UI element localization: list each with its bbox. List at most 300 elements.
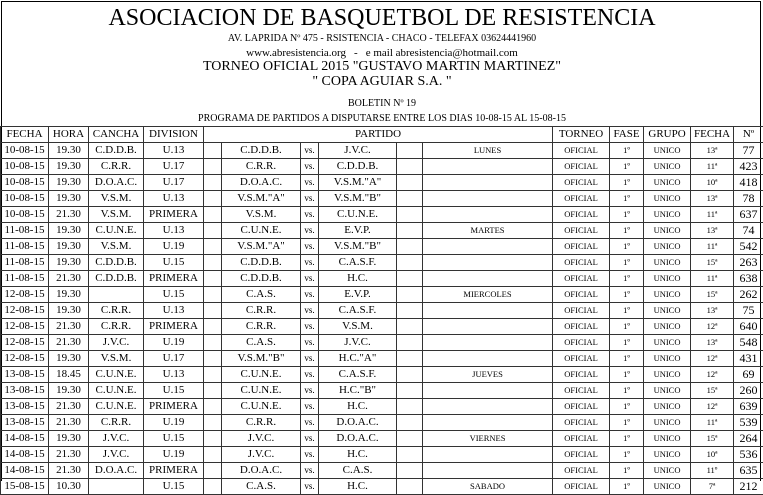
cell-fecha: 14-08-15: [1, 447, 49, 463]
cell-torneo: OFICIAL: [553, 479, 610, 495]
cell-fecha-num: 11ª: [691, 415, 734, 431]
cell-grupo: UNICO: [644, 463, 691, 479]
table-row: [1, 415, 763, 431]
table-row: [1, 159, 763, 175]
table-row: [1, 175, 763, 191]
cell-cancha: C.R.R.: [89, 415, 144, 431]
cell-fecha: 12-08-15: [1, 303, 49, 319]
cell-grupo: UNICO: [644, 303, 691, 319]
cell-hora: 21.30: [49, 447, 89, 463]
cell-hora: 19.30: [49, 143, 89, 159]
cell-vs: vs.: [301, 351, 319, 367]
table-row: [1, 383, 763, 399]
cell-grupo: UNICO: [644, 207, 691, 223]
cell-torneo: OFICIAL: [553, 191, 610, 207]
cell-grupo: UNICO: [644, 191, 691, 207]
cell-fecha-num: 11º: [691, 463, 734, 479]
cell-numero: 69: [734, 367, 763, 383]
cell-spacer-left: [204, 191, 222, 207]
cell-grupo: UNICO: [644, 431, 691, 447]
cell-spacer-left: [204, 431, 222, 447]
cell-fase: 1º: [610, 319, 644, 335]
cell-fase: 1º: [610, 159, 644, 175]
cell-vs: vs.: [301, 303, 319, 319]
cell-spacer-left: [204, 351, 222, 367]
cell-torneo: OFICIAL: [553, 223, 610, 239]
cell-numero: 418: [734, 175, 763, 191]
cell-cancha: [89, 479, 144, 495]
cell-numero: 212: [734, 479, 763, 495]
cell-spacer-right: [397, 223, 423, 239]
cell-vs: vs.: [301, 223, 319, 239]
cell-grupo: UNICO: [644, 319, 691, 335]
cell-fecha-num: 12ª: [691, 351, 734, 367]
tournament-title: TORNEO OFICIAL 2015 "GUSTAVO MARTIN MARTINEZ": [2, 59, 762, 74]
table-header-row: [1, 127, 763, 143]
table-row: [1, 255, 763, 271]
cell-fase: 1º: [610, 335, 644, 351]
cell-torneo: OFICIAL: [553, 287, 610, 303]
cell-vs: vs.: [301, 255, 319, 271]
cell-day: [423, 463, 553, 479]
cell-fase: 1º: [610, 447, 644, 463]
cell-hora: 19.30: [49, 255, 89, 271]
cell-spacer-right: [397, 479, 423, 495]
cell-away-team: H.C.: [319, 399, 397, 415]
cell-fecha-num: 15ª: [691, 431, 734, 447]
cell-fecha-num: 12ª: [691, 399, 734, 415]
cell-spacer-right: [397, 239, 423, 255]
cell-day: [423, 175, 553, 191]
cell-away-team: D.O.A.C.: [319, 415, 397, 431]
cell-fecha-num: 11ª: [691, 271, 734, 287]
cell-division: U.19: [144, 239, 204, 255]
cell-hora: 19.30: [49, 303, 89, 319]
cell-torneo: OFICIAL: [553, 143, 610, 159]
cell-torneo: OFICIAL: [553, 431, 610, 447]
cell-cancha: J.V.C.: [89, 335, 144, 351]
cell-home-team: C.R.R.: [222, 159, 301, 175]
cell-numero: 639: [734, 399, 763, 415]
cell-spacer-left: [204, 271, 222, 287]
cell-hora: 19.30: [49, 431, 89, 447]
cell-numero: 638: [734, 271, 763, 287]
cell-home-team: C.R.R.: [222, 319, 301, 335]
cell-hora: 21.30: [49, 319, 89, 335]
cell-fecha: 10-08-15: [1, 207, 49, 223]
cell-fecha-num: 10ª: [691, 447, 734, 463]
cell-spacer-right: [397, 191, 423, 207]
cell-cancha: C.R.R.: [89, 319, 144, 335]
cell-numero: 637: [734, 207, 763, 223]
cell-hora: 21.30: [49, 271, 89, 287]
cell-division: U.15: [144, 287, 204, 303]
cell-cancha: C.D.D.B.: [89, 143, 144, 159]
cell-cancha: C.U.N.E.: [89, 383, 144, 399]
cell-cancha: J.V.C.: [89, 431, 144, 447]
contact-separator: -: [354, 47, 358, 60]
cell-fecha: 11-08-15: [1, 223, 49, 239]
cell-vs: vs.: [301, 319, 319, 335]
cell-torneo: OFICIAL: [553, 239, 610, 255]
cell-day: [423, 447, 553, 463]
cell-day: VIERNES: [423, 431, 553, 447]
cell-vs: vs.: [301, 175, 319, 191]
cell-grupo: UNICO: [644, 287, 691, 303]
cell-torneo: OFICIAL: [553, 399, 610, 415]
cell-spacer-left: [204, 367, 222, 383]
cell-fecha: 10-08-15: [1, 175, 49, 191]
cell-grupo: UNICO: [644, 351, 691, 367]
cell-grupo: UNICO: [644, 415, 691, 431]
cell-numero: 431: [734, 351, 763, 367]
cell-cancha: V.S.M.: [89, 191, 144, 207]
cell-spacer-left: [204, 143, 222, 159]
cell-cancha: C.U.N.E.: [89, 399, 144, 415]
cell-away-team: C.A.S.F.: [319, 367, 397, 383]
table-row: [1, 319, 763, 335]
cell-torneo: OFICIAL: [553, 271, 610, 287]
cell-division: U.19: [144, 447, 204, 463]
cell-hora: 19.30: [49, 287, 89, 303]
cell-away-team: C.U.N.E.: [319, 207, 397, 223]
cell-day: [423, 383, 553, 399]
cell-cancha: J.V.C.: [89, 447, 144, 463]
cell-division: U.17: [144, 175, 204, 191]
cell-fecha-num: 11ª: [691, 159, 734, 175]
cell-cancha: V.S.M.: [89, 207, 144, 223]
col-header-partido: PARTIDO: [204, 127, 553, 143]
cell-division: PRIMERA: [144, 207, 204, 223]
cell-cancha: C.U.N.E.: [89, 223, 144, 239]
cell-division: U.15: [144, 431, 204, 447]
cell-torneo: OFICIAL: [553, 415, 610, 431]
cell-spacer-right: [397, 287, 423, 303]
cell-away-team: C.D.D.B.: [319, 159, 397, 175]
cell-numero: 640: [734, 319, 763, 335]
cell-cancha: [89, 287, 144, 303]
cell-home-team: C.U.N.E.: [222, 223, 301, 239]
cell-day: MIERCOLES: [423, 287, 553, 303]
cell-vs: vs.: [301, 463, 319, 479]
cell-spacer-right: [397, 463, 423, 479]
cell-fecha-num: 11ª: [691, 207, 734, 223]
cell-vs: vs.: [301, 239, 319, 255]
col-header-grupo: GRUPO: [644, 127, 691, 143]
cell-fecha: 10-08-15: [1, 159, 49, 175]
cell-grupo: UNICO: [644, 399, 691, 415]
cell-home-team: C.D.D.B.: [222, 271, 301, 287]
cell-division: U.15: [144, 383, 204, 399]
cell-away-team: D.O.A.C.: [319, 431, 397, 447]
cell-away-team: V.S.M.: [319, 319, 397, 335]
cell-torneo: OFICIAL: [553, 447, 610, 463]
cell-home-team: C.U.N.E.: [222, 399, 301, 415]
cell-spacer-left: [204, 399, 222, 415]
cell-fase: 1º: [610, 367, 644, 383]
cell-grupo: UNICO: [644, 159, 691, 175]
cell-home-team: J.V.C.: [222, 431, 301, 447]
cell-division: U.13: [144, 191, 204, 207]
website-link[interactable]: www.abresistencia.org: [246, 47, 346, 59]
cell-away-team: C.A.S.: [319, 463, 397, 479]
cell-division: U.17: [144, 351, 204, 367]
col-header-numero: Nº: [734, 127, 763, 143]
cell-grupo: UNICO: [644, 239, 691, 255]
cell-vs: vs.: [301, 271, 319, 287]
cell-fecha: 12-08-15: [1, 335, 49, 351]
cell-vs: vs.: [301, 479, 319, 495]
email-text[interactable]: e mail abresistencia@hotmail.com: [366, 47, 518, 59]
cell-vs: vs.: [301, 415, 319, 431]
cell-hora: 10.30: [49, 479, 89, 495]
cell-cancha: C.R.R.: [89, 159, 144, 175]
cell-fecha: 14-08-15: [1, 431, 49, 447]
table-row: [1, 367, 763, 383]
cell-fecha: 12-08-15: [1, 287, 49, 303]
col-header-hora: HORA: [49, 127, 89, 143]
cell-spacer-right: [397, 351, 423, 367]
cell-home-team: D.O.A.C.: [222, 175, 301, 191]
cell-spacer-right: [397, 175, 423, 191]
cell-day: SABADO: [423, 479, 553, 495]
table-row: [1, 287, 763, 303]
cell-division: PRIMERA: [144, 319, 204, 335]
cell-day: [423, 319, 553, 335]
cell-home-team: V.S.M.: [222, 207, 301, 223]
cell-home-team: C.R.R.: [222, 303, 301, 319]
cell-fase: 1º: [610, 431, 644, 447]
cell-numero: 262: [734, 287, 763, 303]
schedule-table: [0, 126, 763, 495]
table-row: [1, 447, 763, 463]
cell-spacer-left: [204, 223, 222, 239]
table-row: [1, 335, 763, 351]
cell-torneo: OFICIAL: [553, 207, 610, 223]
cell-fecha: 10-08-15: [1, 143, 49, 159]
cell-fecha: 12-08-15: [1, 351, 49, 367]
address-line: AV. LAPRIDA Nº 475 - RSISTENCIA - CHACO - TELEFAX 03624441960: [2, 33, 762, 45]
cell-numero: 536: [734, 447, 763, 463]
cell-day: LUNES: [423, 143, 553, 159]
cell-spacer-left: [204, 383, 222, 399]
cell-vs: vs.: [301, 399, 319, 415]
cell-day: [423, 335, 553, 351]
cell-fase: 1º: [610, 239, 644, 255]
cell-grupo: UNICO: [644, 367, 691, 383]
cell-home-team: C.U.N.E.: [222, 367, 301, 383]
cell-fase: 1º: [610, 223, 644, 239]
col-header-torneo: TORNEO: [553, 127, 610, 143]
cell-hora: 21.30: [49, 335, 89, 351]
cell-grupo: UNICO: [644, 335, 691, 351]
cell-away-team: H.C.: [319, 479, 397, 495]
cell-hora: 21.30: [49, 463, 89, 479]
cell-away-team: H.C."A": [319, 351, 397, 367]
cell-away-team: E.V.P.: [319, 287, 397, 303]
cell-division: U.13: [144, 367, 204, 383]
cell-vs: vs.: [301, 367, 319, 383]
cell-division: U.13: [144, 223, 204, 239]
cell-home-team: V.S.M."B": [222, 351, 301, 367]
cell-numero: 548: [734, 335, 763, 351]
cell-cancha: C.R.R.: [89, 303, 144, 319]
cell-fecha-num: 13ª: [691, 303, 734, 319]
cell-torneo: OFICIAL: [553, 383, 610, 399]
cell-numero: 78: [734, 191, 763, 207]
cell-spacer-right: [397, 303, 423, 319]
cell-home-team: J.V.C.: [222, 447, 301, 463]
table-row: [1, 303, 763, 319]
cell-fecha: 13-08-15: [1, 383, 49, 399]
cell-fase: 1º: [610, 207, 644, 223]
cell-division: U.17: [144, 159, 204, 175]
cell-grupo: UNICO: [644, 383, 691, 399]
cell-torneo: OFICIAL: [553, 351, 610, 367]
cell-grupo: UNICO: [644, 479, 691, 495]
cell-fase: 1º: [610, 479, 644, 495]
cell-home-team: C.D.D.B.: [222, 143, 301, 159]
cell-spacer-right: [397, 383, 423, 399]
cell-torneo: OFICIAL: [553, 463, 610, 479]
cell-grupo: UNICO: [644, 143, 691, 159]
cell-hora: 19.30: [49, 383, 89, 399]
cell-spacer-left: [204, 415, 222, 431]
col-header-division: DIVISION: [144, 127, 204, 143]
cell-grupo: UNICO: [644, 271, 691, 287]
cell-away-team: H.C.: [319, 447, 397, 463]
cell-spacer-left: [204, 239, 222, 255]
cell-day: [423, 191, 553, 207]
cell-fecha-num: 13ª: [691, 223, 734, 239]
cell-spacer-right: [397, 271, 423, 287]
cell-fase: 1º: [610, 143, 644, 159]
cell-fecha-num: 13ª: [691, 191, 734, 207]
cell-torneo: OFICIAL: [553, 319, 610, 335]
cell-cancha: V.S.M.: [89, 239, 144, 255]
col-header-fecha-num: FECHA: [691, 127, 734, 143]
cell-spacer-right: [397, 207, 423, 223]
cell-grupo: UNICO: [644, 255, 691, 271]
table-row: [1, 271, 763, 287]
cell-fecha-num: 15ª: [691, 287, 734, 303]
cell-vs: vs.: [301, 191, 319, 207]
cell-division: U.13: [144, 303, 204, 319]
cell-spacer-right: [397, 159, 423, 175]
cell-hora: 21.30: [49, 207, 89, 223]
cell-spacer-left: [204, 175, 222, 191]
cell-fase: 1º: [610, 415, 644, 431]
cell-cancha: V.S.M.: [89, 351, 144, 367]
cell-hora: 19.30: [49, 159, 89, 175]
cell-spacer-left: [204, 463, 222, 479]
cell-fecha: 13-08-15: [1, 399, 49, 415]
cell-fecha-num: 11ª: [691, 239, 734, 255]
cell-home-team: C.A.S.: [222, 287, 301, 303]
cell-torneo: OFICIAL: [553, 175, 610, 191]
table-row: [1, 223, 763, 239]
cell-numero: 263: [734, 255, 763, 271]
cell-home-team: C.A.S.: [222, 335, 301, 351]
cell-fecha-num: 15ª: [691, 383, 734, 399]
association-title: ASOCIACION DE BASQUETBOL DE RESISTENCIA: [2, 4, 762, 32]
table-row: [1, 207, 763, 223]
table-row: [1, 431, 763, 447]
cell-fase: 1º: [610, 191, 644, 207]
cell-numero: 423: [734, 159, 763, 175]
cell-fecha: 10-08-15: [1, 191, 49, 207]
cell-division: U.15: [144, 479, 204, 495]
cell-numero: 77: [734, 143, 763, 159]
cell-day: [423, 159, 553, 175]
cell-fecha-num: 13ª: [691, 143, 734, 159]
cell-spacer-right: [397, 255, 423, 271]
cell-cancha: C.U.N.E.: [89, 367, 144, 383]
cell-away-team: E.V.P.: [319, 223, 397, 239]
cell-hora: 19.30: [49, 351, 89, 367]
cell-fecha-num: 12ª: [691, 319, 734, 335]
cell-spacer-right: [397, 447, 423, 463]
cell-torneo: OFICIAL: [553, 303, 610, 319]
cell-fase: 1º: [610, 383, 644, 399]
cell-numero: 542: [734, 239, 763, 255]
cell-hora: 19.30: [49, 191, 89, 207]
cell-fecha: 12-08-15: [1, 319, 49, 335]
cell-cancha: C.D.D.B.: [89, 255, 144, 271]
cell-fecha-num: 7ª: [691, 479, 734, 495]
table-row: [1, 191, 763, 207]
table-row: [1, 399, 763, 415]
cell-fecha: 11-08-15: [1, 239, 49, 255]
cell-vs: vs.: [301, 383, 319, 399]
table-row: [1, 239, 763, 255]
cell-spacer-right: [397, 399, 423, 415]
cell-fecha-num: 15ª: [691, 255, 734, 271]
table-row: [1, 351, 763, 367]
table-row: [1, 463, 763, 479]
cell-home-team: V.S.M."A": [222, 239, 301, 255]
cell-grupo: UNICO: [644, 447, 691, 463]
cell-day: JUEVES: [423, 367, 553, 383]
cell-cancha: D.O.A.C.: [89, 175, 144, 191]
cell-torneo: OFICIAL: [553, 255, 610, 271]
cell-fecha-num: 12ª: [691, 367, 734, 383]
col-header-fecha: FECHA: [1, 127, 49, 143]
cell-division: PRIMERA: [144, 399, 204, 415]
cell-fecha: 11-08-15: [1, 255, 49, 271]
cell-home-team: C.D.D.B.: [222, 255, 301, 271]
cell-spacer-left: [204, 319, 222, 335]
cell-vs: vs.: [301, 447, 319, 463]
cell-fecha-num: 10ª: [691, 175, 734, 191]
cell-fecha: 15-08-15: [1, 479, 49, 495]
cell-torneo: OFICIAL: [553, 367, 610, 383]
cell-spacer-left: [204, 255, 222, 271]
cell-numero: 260: [734, 383, 763, 399]
cell-home-team: D.O.A.C.: [222, 463, 301, 479]
cell-grupo: UNICO: [644, 223, 691, 239]
cell-vs: vs.: [301, 335, 319, 351]
cell-division: U.19: [144, 335, 204, 351]
cell-fase: 1º: [610, 463, 644, 479]
cell-grupo: UNICO: [644, 175, 691, 191]
cell-hora: 19.30: [49, 175, 89, 191]
cell-spacer-left: [204, 207, 222, 223]
cell-fecha: 14-08-15: [1, 463, 49, 479]
cell-numero: 264: [734, 431, 763, 447]
cell-spacer-right: [397, 415, 423, 431]
cell-day: [423, 351, 553, 367]
